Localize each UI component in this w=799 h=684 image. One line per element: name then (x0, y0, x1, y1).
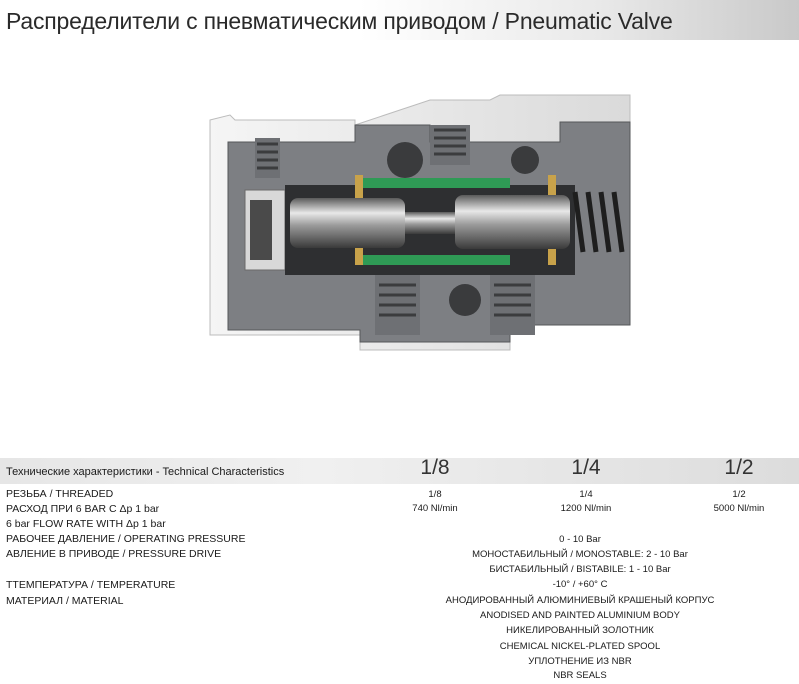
size-header-1-4: 1/4 (571, 456, 601, 479)
pressure-drive-label: АВЛЕНИЕ В ПРИВОДЕ / PRESSURE DRIVE (6, 548, 222, 560)
flow-label-ru: РАСХОД ПРИ 6 BAR С Δp 1 bar (6, 503, 160, 515)
material-label: МАТЕРИАЛ / MATERIAL (6, 595, 124, 607)
temperature-label: ТТЕМПЕРАТУРА / TEMPERATURE (6, 579, 176, 591)
pressure-drive-value-1: МОНОСТАБИЛЬНЫЙ / MONOSTABLE: 2 - 10 Bar (472, 549, 688, 560)
material-value-2: ANODISED AND PAINTED ALUMINIUM BODY (480, 610, 680, 621)
material-value-6: NBR SEALS (553, 670, 607, 681)
flow-value-1: 740 Nl/min (412, 503, 458, 514)
material-value-1: АНОДИРОВАННЫЙ АЛЮМИНИЕВЫЙ КРАШЕНЫЙ КОРПУС (445, 595, 715, 606)
flow-label-en: 6 bar FLOW RATE WITH Δp 1 bar (6, 518, 166, 530)
page-title: Распределители с пневматическим приводом / Pneumatic Valve (6, 8, 673, 34)
operating-pressure-value: 0 - 10 Bar (559, 534, 601, 545)
material-value-3: НИКЕЛИРОВАННЫЙ ЗОЛОТНИК (506, 625, 654, 636)
pressure-drive-value-2: БИСТАБИЛЬНЫЙ / BISTABILE: 1 - 10 Bar (489, 564, 671, 575)
valve-cutaway-image (190, 80, 640, 400)
size-header-1-8: 1/8 (420, 456, 450, 479)
size-header-1-2: 1/2 (724, 456, 754, 479)
thread-value-1: 1/8 (428, 489, 442, 500)
temperature-value: -10° / +60° C (552, 579, 608, 590)
material-value-5: УПЛОТНЕНИЕ ИЗ NBR (528, 656, 632, 667)
flow-value-2: 1200 Nl/min (560, 503, 612, 514)
thread-value-2: 1/4 (579, 489, 593, 500)
operating-pressure-label: РАБОЧЕЕ ДАВЛЕНИЕ / OPERATING PRESSURE (6, 533, 246, 545)
thread-label: РЕЗЬБА / THREADED (6, 488, 114, 500)
specs-header: Технические характеристики - Technical Characteristics (6, 466, 285, 478)
thread-value-3: 1/2 (732, 489, 746, 500)
flow-value-3: 5000 Nl/min (713, 503, 765, 514)
material-value-4: CHEMICAL NICKEL-PLATED SPOOL (499, 641, 661, 652)
